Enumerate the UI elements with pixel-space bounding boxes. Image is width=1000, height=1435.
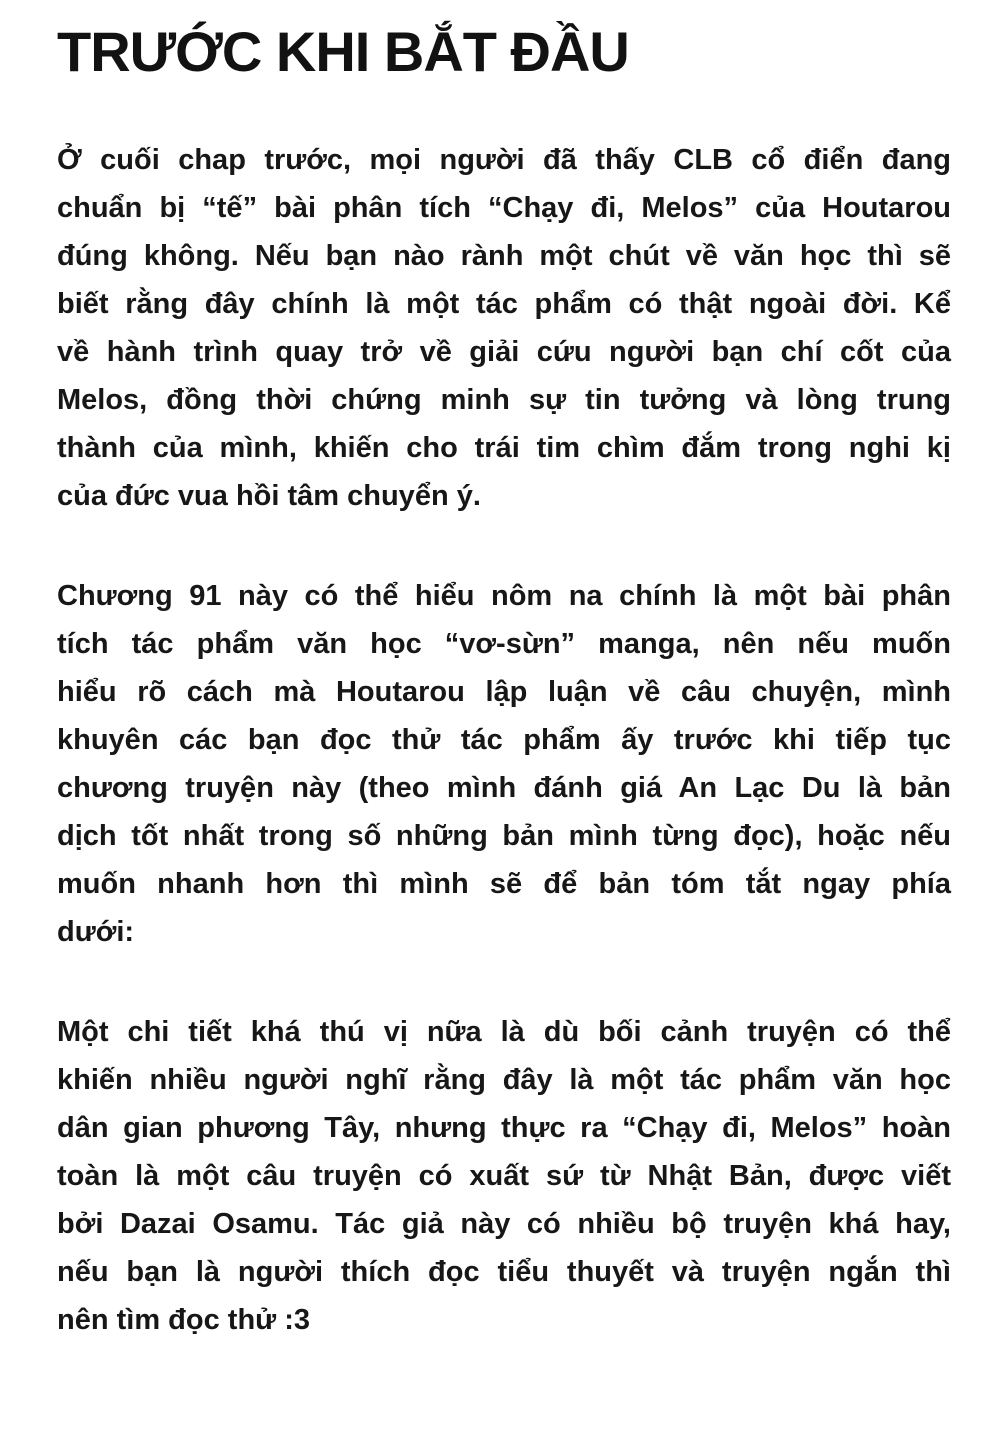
- paragraph: [57, 136, 951, 520]
- text-line: về hành trình quay trở về giải cứu người bạn chí cốt của: [57, 336, 951, 368]
- paragraph: [57, 572, 951, 956]
- text-line: nên tìm đọc thử :3: [57, 1304, 310, 1336]
- document-body: [57, 136, 951, 1344]
- text-line: hiểu rõ cách mà Houtarou lập luận về câu chuyện, mình: [57, 676, 951, 708]
- text-line: khiến nhiều người nghĩ rằng đây là một tác phẩm văn học: [57, 1064, 951, 1096]
- text-line: đúng không. Nếu bạn nào rành một chút về văn học thì sẽ: [57, 240, 951, 272]
- text-line: Ở cuối chap trước, mọi người đã thấy CLB cổ điển đang: [57, 144, 951, 176]
- text-line: Chương 91 này có thể hiểu nôm na chính là một bài phân: [57, 580, 951, 612]
- text-line: Một chi tiết khá thú vị nữa là dù bối cảnh truyện có thể: [57, 1016, 951, 1048]
- text-line: chuẩn bị “tế” bài phân tích “Chạy đi, Melos” của Houtarou: [57, 192, 951, 224]
- text-line: biết rằng đây chính là một tác phẩm có thật ngoài đời. Kể: [57, 288, 951, 320]
- paragraph: [57, 1008, 951, 1344]
- text-line: dưới:: [57, 916, 135, 948]
- text-line: bởi Dazai Osamu. Tác giả này có nhiều bộ truyện khá hay,: [57, 1208, 951, 1240]
- text-line: của đức vua hồi tâm chuyển ý.: [57, 480, 481, 512]
- text-line: tích tác phẩm văn học “vơ-sừn” manga, nên nếu muốn: [57, 628, 951, 660]
- text-line: muốn nhanh hơn thì mình sẽ để bản tóm tắt ngay phía: [57, 868, 951, 900]
- text-line: thành của mình, khiến cho trái tim chìm đắm trong nghi kị: [57, 432, 951, 464]
- text-line: khuyên các bạn đọc thử tác phẩm ấy trước khi tiếp tục: [57, 724, 951, 756]
- text-line: dịch tốt nhất trong số những bản mình từng đọc), hoặc nếu: [57, 820, 951, 852]
- text-line: toàn là một câu truyện có xuất sứ từ Nhật Bản, được viết: [57, 1160, 951, 1192]
- text-line: Melos, đồng thời chứng minh sự tin tưởng và lòng trung: [57, 384, 951, 416]
- text-line: chương truyện này (theo mình đánh giá An Lạc Du là bản: [57, 772, 951, 804]
- text-line: nếu bạn là người thích đọc tiểu thuyết và truyện ngắn thì: [57, 1256, 951, 1288]
- text-line: dân gian phương Tây, nhưng thực ra “Chạy đi, Melos” hoàn: [57, 1112, 951, 1144]
- page-title: TRƯỚC KHI BẮT ĐẦU: [57, 20, 629, 83]
